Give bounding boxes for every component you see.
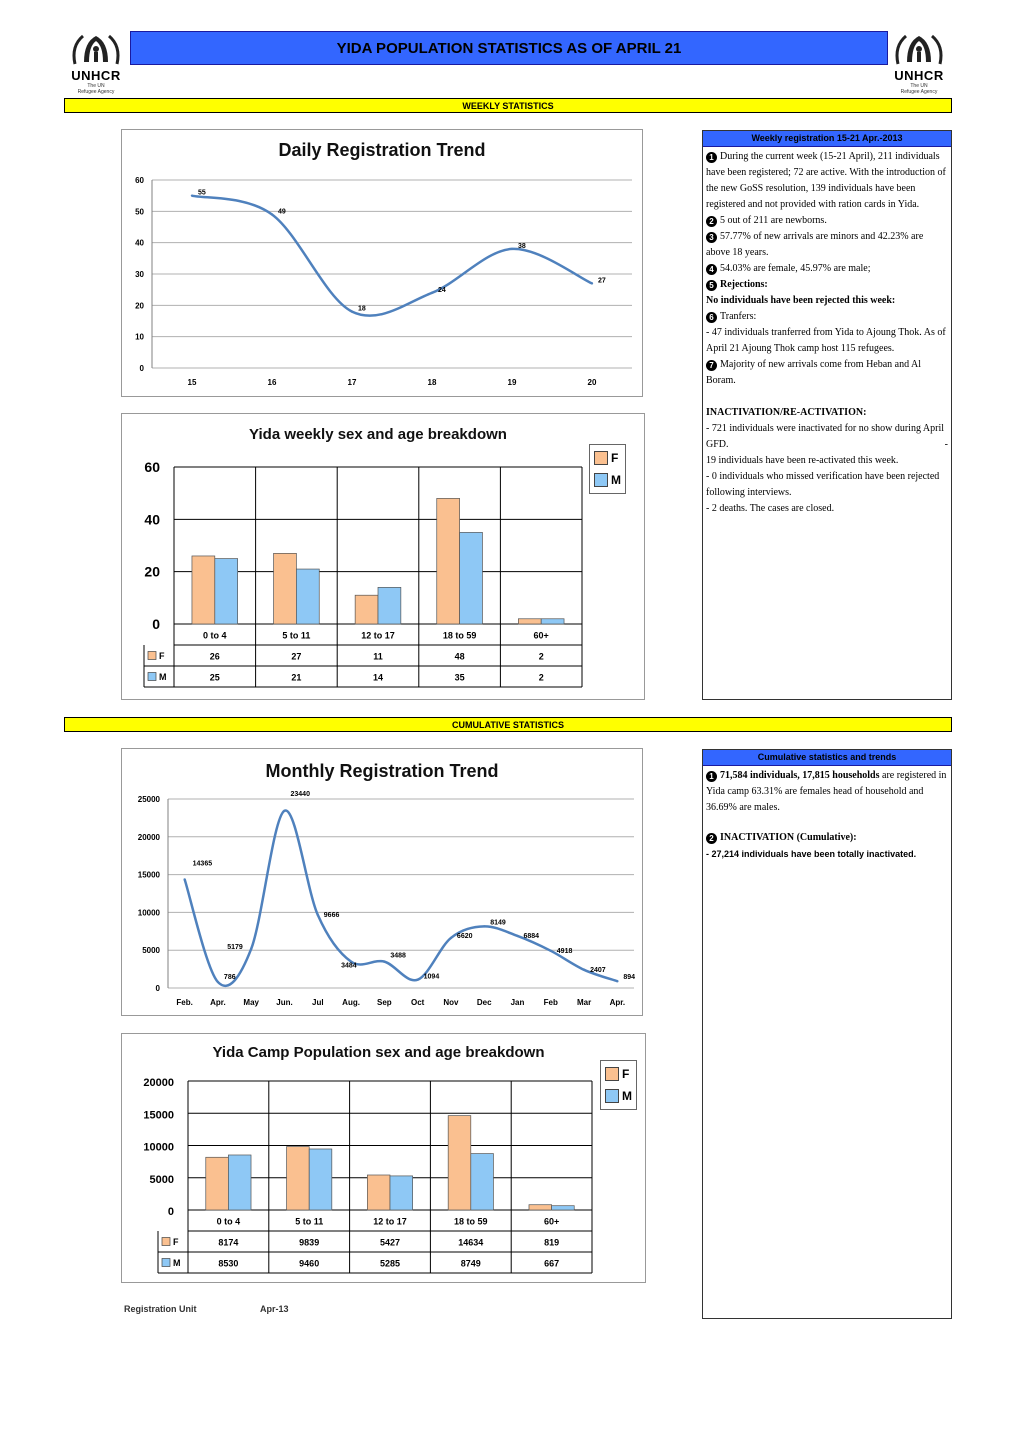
table-value: 48 xyxy=(454,651,465,662)
x-tick-label: 15 xyxy=(187,378,197,387)
x-tick-label: Mar xyxy=(576,998,592,1007)
table-value: 819 xyxy=(544,1237,560,1248)
weekly-rejections: No individuals have been rejected this week: xyxy=(706,295,896,306)
weekly-statistics-label: WEEKLY STATISTICS xyxy=(462,100,554,111)
bar-m xyxy=(541,619,564,624)
table-legend-swatch xyxy=(148,652,156,660)
data-label: 2407 xyxy=(590,966,606,974)
category-label: 60+ xyxy=(533,630,549,641)
data-label: 786 xyxy=(223,974,236,982)
table-value: 21 xyxy=(291,672,302,683)
x-tick-label: Apr. xyxy=(609,998,626,1007)
camp-legend xyxy=(600,1060,637,1110)
weekly-breakdown-title: Yida weekly sex and age breakdown xyxy=(249,426,507,443)
logo-name: UNHCR xyxy=(894,68,944,83)
data-label: 14365 xyxy=(192,860,213,868)
daily-trend-panel xyxy=(121,129,643,397)
bar-f xyxy=(367,1175,390,1210)
weekly-point-7: 7 Majority of new arrivals come from Heban and Al Boram. xyxy=(706,359,922,386)
data-label: 18 xyxy=(358,305,366,313)
table-series-name: F xyxy=(173,1237,179,1247)
data-label: 24 xyxy=(438,286,446,294)
table-series-name: M xyxy=(159,672,167,682)
bar-f xyxy=(529,1205,552,1210)
bar-m xyxy=(309,1149,332,1210)
female-swatch xyxy=(594,451,608,465)
weekly-summary-header: Weekly registration 15-21 Apr.-2013 xyxy=(703,131,951,147)
bar-f xyxy=(274,553,297,624)
x-tick-label: 20 xyxy=(587,378,597,387)
data-label: 1094 xyxy=(423,973,440,981)
x-tick-label: Jan xyxy=(510,998,525,1007)
data-label: 3488 xyxy=(390,952,406,960)
bar-m xyxy=(471,1154,494,1210)
data-point xyxy=(511,248,513,250)
camp-breakdown-title: Yida Camp Population sex and age breakdown xyxy=(212,1044,545,1061)
x-tick-label: 18 xyxy=(427,378,437,387)
inactivation-2: 19 individuals have been re-activated this week. xyxy=(706,455,899,466)
y-tick-label: 10000 xyxy=(137,908,160,918)
monthly-trend-title: Monthly Registration Trend xyxy=(265,761,499,781)
y-tick-label: 5000 xyxy=(142,946,160,956)
data-point xyxy=(217,981,219,983)
weekly-point-3: 3 57.77% of new arrivals are minors and 42.23% are above 18 years. xyxy=(706,231,924,258)
table-value: 5427 xyxy=(379,1237,401,1248)
x-tick-label: Feb. xyxy=(176,998,193,1007)
x-tick-label: Nov xyxy=(443,998,459,1007)
y-tick-label: 20000 xyxy=(143,1077,174,1089)
x-tick-label: Jun. xyxy=(276,998,293,1007)
legend-item-m: M xyxy=(594,469,621,491)
data-point xyxy=(250,948,252,950)
category-label: 5 to 11 xyxy=(282,630,311,641)
series-line xyxy=(192,196,592,316)
table-value: 8749 xyxy=(460,1258,481,1269)
footer-unit: Registration Unit xyxy=(124,1304,197,1314)
inactivation-title: INACTIVATION/RE-ACTIVATION: xyxy=(706,407,867,418)
monthly-trend-panel xyxy=(121,748,643,1016)
data-point xyxy=(416,979,418,981)
logo-subtitle: The UN Refugee Agency xyxy=(77,83,115,95)
footer-date: Apr-13 xyxy=(260,1304,289,1314)
y-tick-label: 0 xyxy=(167,1206,174,1218)
bar-f xyxy=(192,556,215,624)
bar-m xyxy=(228,1155,251,1210)
table-value: 27 xyxy=(291,651,302,662)
cumulative-inactivated: - 27,214 individuals have been totally inactivated. xyxy=(706,849,917,859)
monthly-trend-chart xyxy=(122,749,642,1015)
table-value: 8530 xyxy=(218,1258,239,1269)
x-tick-label: 17 xyxy=(347,378,357,387)
table-value: 9839 xyxy=(299,1237,320,1248)
data-label: 6620 xyxy=(456,932,473,940)
weekly-statistics-bar xyxy=(64,98,952,113)
x-tick-label: May xyxy=(243,998,259,1007)
bar-f xyxy=(437,498,460,624)
male-swatch xyxy=(605,1089,619,1103)
data-label: 4918 xyxy=(556,947,573,955)
data-label: 55 xyxy=(198,189,206,197)
weekly-point-6: 6 Tranfers: xyxy=(706,309,948,325)
category-label: 18 to 59 xyxy=(442,630,477,641)
data-point xyxy=(383,960,385,962)
table-series-name: F xyxy=(159,651,165,661)
weekly-breakdown-chart xyxy=(122,414,644,699)
data-label: 27 xyxy=(598,277,606,285)
unhcr-emblem-icon xyxy=(69,30,123,70)
data-label: 894 xyxy=(623,974,636,982)
x-tick-label: Aug. xyxy=(342,998,360,1007)
inactivation-1: - 721 individuals were inactivated for no show during April GFD. - xyxy=(706,423,948,450)
data-point xyxy=(271,213,273,215)
category-label: 12 to 17 xyxy=(361,630,395,641)
bar-m xyxy=(215,559,238,624)
data-point xyxy=(351,310,353,312)
data-label: 5179 xyxy=(227,943,243,951)
data-point xyxy=(591,282,593,284)
category-label: 5 to 11 xyxy=(295,1216,324,1227)
y-tick-label: 40 xyxy=(144,511,160,528)
cumulative-point-2: 2 INACTIVATION (Cumulative): xyxy=(706,830,948,846)
y-tick-label: 15000 xyxy=(143,1109,174,1122)
table-value: 11 xyxy=(373,651,383,662)
logo-subtitle: The UN Refugee Agency xyxy=(900,83,938,95)
category-label: 0 to 4 xyxy=(203,630,227,641)
data-label: 6884 xyxy=(523,932,540,940)
unhcr-logo-left xyxy=(63,30,129,100)
cumulative-point-1: 1 71,584 individuals, 17,815 households are registered in Yida camp 63.31% are females head of household and 36.69% are males. xyxy=(706,770,947,813)
y-tick-label: 50 xyxy=(135,207,144,217)
bar-f xyxy=(206,1157,229,1210)
cumulative-statistics-label: CUMULATIVE STATISTICS xyxy=(452,719,564,730)
bar-f xyxy=(287,1147,310,1210)
camp-breakdown-chart xyxy=(122,1034,645,1282)
data-point xyxy=(583,969,585,971)
y-tick-label: 15000 xyxy=(137,870,160,880)
x-tick-label: 16 xyxy=(267,378,277,387)
data-label: 3484 xyxy=(341,962,357,970)
table-legend-swatch xyxy=(148,673,156,681)
data-label: 38 xyxy=(518,242,526,250)
x-tick-label: Sep xyxy=(377,998,392,1007)
legend-item-f: F xyxy=(594,447,621,469)
y-tick-label: 60 xyxy=(135,176,144,185)
cumulative-summary-header: Cumulative statistics and trends xyxy=(703,750,951,766)
bar-m xyxy=(296,569,319,624)
y-tick-label: 20000 xyxy=(137,832,160,842)
unhcr-emblem-icon xyxy=(892,30,946,70)
data-label: 9666 xyxy=(323,911,340,919)
female-swatch xyxy=(605,1067,619,1081)
y-tick-label: 10 xyxy=(135,332,144,342)
data-point xyxy=(317,914,319,916)
bar-f xyxy=(448,1116,471,1210)
x-tick-label: Jul xyxy=(312,998,324,1007)
x-tick-label: Apr. xyxy=(210,998,226,1007)
table-value: 35 xyxy=(454,672,465,683)
inactivation-3: - 0 individuals who missed verification have been rejected following interviews. xyxy=(706,471,940,498)
y-tick-label: 0 xyxy=(152,616,160,632)
bar-f xyxy=(518,619,541,624)
data-point xyxy=(550,950,552,952)
table-value: 25 xyxy=(209,672,220,683)
x-tick-label: 19 xyxy=(507,378,517,387)
y-tick-label: 30 xyxy=(135,270,144,279)
category-label: 0 to 4 xyxy=(216,1216,241,1227)
daily-trend-chart xyxy=(122,130,642,396)
table-value: 14 xyxy=(372,672,384,683)
x-tick-label: Dec xyxy=(476,998,492,1007)
page-title: YIDA POPULATION STATISTICS AS OF APRIL 21 xyxy=(336,39,682,57)
table-legend-swatch xyxy=(162,1238,170,1246)
data-label: 23440 xyxy=(290,790,310,798)
bar-f xyxy=(355,595,378,624)
weekly-point-1: 1 During the current week (15-21 April), 211 individuals have been registered; 72 are active. With the introduction of the new GoSS resolution, 139 individuals have been registered and not provided with ration cards in Yida. xyxy=(706,151,946,210)
y-tick-label: 25000 xyxy=(137,795,160,804)
cumulative-summary-box xyxy=(702,749,952,1319)
table-value: 2 xyxy=(538,651,544,662)
page-title-bar xyxy=(130,31,888,65)
y-tick-label: 20 xyxy=(144,563,160,580)
y-tick-label: 0 xyxy=(139,364,144,373)
bar-m xyxy=(378,587,401,624)
weekly-transfers: - 47 individuals tranferred from Yida to Ajoung Thok. As of April 21 Ajoung Thok camp host 115 refugees. xyxy=(706,327,946,354)
weekly-summary-box xyxy=(702,130,952,700)
data-point xyxy=(431,292,433,294)
data-point xyxy=(283,810,285,812)
legend-item-f: F xyxy=(605,1063,632,1085)
table-value: 26 xyxy=(209,651,220,662)
table-legend-swatch xyxy=(162,1259,170,1267)
data-point xyxy=(450,937,452,939)
weekly-point-5: 5 Rejections: xyxy=(706,277,948,293)
table-value: 8174 xyxy=(218,1237,239,1248)
data-label: 8149 xyxy=(490,919,506,927)
y-tick-label: 20 xyxy=(135,301,144,311)
bar-m xyxy=(460,532,483,624)
category-label: 18 to 59 xyxy=(454,1216,488,1227)
unhcr-logo-right xyxy=(886,30,952,100)
data-point xyxy=(616,980,618,982)
cumulative-statistics-bar xyxy=(64,717,952,732)
table-value: 667 xyxy=(544,1258,560,1269)
table-series-name: M xyxy=(173,1258,181,1268)
camp-breakdown-panel xyxy=(121,1033,646,1283)
inactivation-4: - 2 deaths. The cases are closed. xyxy=(706,503,835,514)
table-value: 2 xyxy=(538,672,544,683)
logo-name: UNHCR xyxy=(71,68,121,83)
male-swatch xyxy=(594,473,608,487)
y-tick-label: 10000 xyxy=(143,1141,174,1154)
data-point xyxy=(516,935,518,937)
category-label: 12 to 17 xyxy=(373,1216,407,1227)
data-point xyxy=(191,194,193,196)
bar-m xyxy=(390,1176,413,1210)
data-point xyxy=(183,878,185,880)
bar-m xyxy=(552,1206,575,1210)
data-point xyxy=(483,925,485,927)
table-value: 9460 xyxy=(299,1258,320,1269)
weekly-point-4: 4 54.03% are female, 45.97% are male; xyxy=(706,261,948,277)
weekly-breakdown-panel xyxy=(121,413,645,700)
table-value: 14634 xyxy=(458,1237,484,1248)
daily-trend-title: Daily Registration Trend xyxy=(278,140,486,160)
y-tick-label: 60 xyxy=(144,459,160,475)
legend-item-m: M xyxy=(605,1085,632,1107)
data-label: 49 xyxy=(278,208,286,216)
table-value: 5285 xyxy=(379,1258,401,1269)
y-tick-label: 5000 xyxy=(149,1173,174,1186)
x-tick-label: Oct xyxy=(410,998,425,1007)
x-tick-label: Feb xyxy=(543,998,558,1007)
y-tick-label: 40 xyxy=(135,238,144,248)
weekly-legend xyxy=(589,444,626,494)
weekly-point-2: 2 5 out of 211 are newborns. xyxy=(706,213,948,229)
y-tick-label: 0 xyxy=(155,984,160,993)
category-label: 60+ xyxy=(543,1216,560,1227)
